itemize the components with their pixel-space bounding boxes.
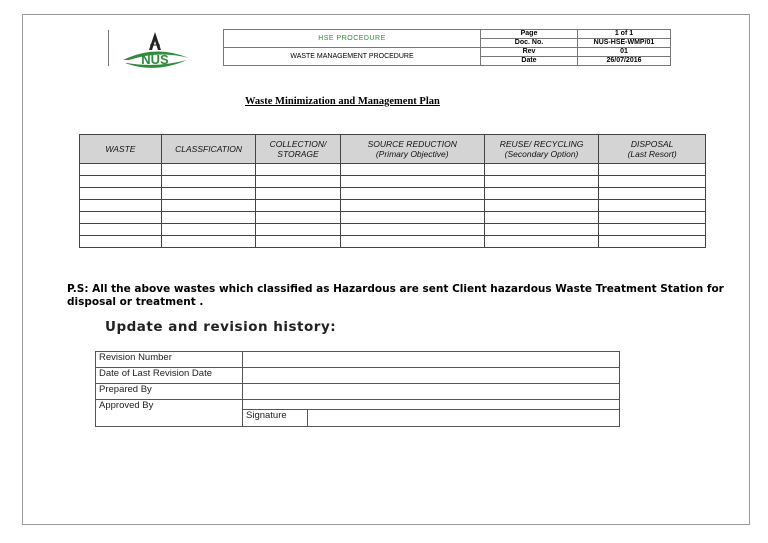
table-cell <box>80 188 162 200</box>
meta-label-docno: Doc. No. <box>481 39 578 48</box>
revision-date-label: Date of Last Revision Date <box>96 368 243 384</box>
prepared-by-value <box>243 384 620 400</box>
waste-plan-table <box>79 134 706 248</box>
table-cell <box>340 224 484 236</box>
col-header-collection: COLLECTION/ STORAGE <box>256 135 340 164</box>
col-header-reuse: REUSE/ RECYCLING (Secondary Option) <box>484 135 599 164</box>
revision-table <box>95 351 620 427</box>
meta-value-page: 1 of 1 <box>578 30 671 39</box>
table-row <box>96 352 620 368</box>
table-cell <box>80 164 162 176</box>
document-header-table <box>108 29 671 66</box>
revision-number-value <box>243 352 620 368</box>
table-cell <box>599 224 706 236</box>
signature-value <box>308 410 620 427</box>
logo-text: NUS <box>141 52 169 67</box>
table-cell <box>256 200 340 212</box>
table-cell <box>161 200 255 212</box>
table-cell <box>256 212 340 224</box>
col-header-source-reduction: SOURCE REDUCTION (Primary Objective) <box>340 135 484 164</box>
document-page <box>22 14 750 525</box>
table-cell <box>256 188 340 200</box>
table-cell <box>161 176 255 188</box>
table-cell <box>80 236 162 248</box>
table-cell <box>340 200 484 212</box>
table-cell <box>340 236 484 248</box>
hazardous-note: P.S: All the above wastes which classified as Hazardous are sent Client hazardous Waste Treatment Station for disposal or treatment . <box>67 283 724 308</box>
table-cell <box>256 224 340 236</box>
meta-label-rev: Rev <box>481 48 578 57</box>
table-cell <box>80 212 162 224</box>
procedure-name: WASTE MANAGEMENT PROCEDURE <box>224 48 481 66</box>
table-cell <box>484 176 599 188</box>
table-row <box>80 200 706 212</box>
table-cell <box>599 212 706 224</box>
table-cell <box>484 188 599 200</box>
table-cell <box>340 164 484 176</box>
col-header-waste: WASTE <box>80 135 162 164</box>
approved-by-value <box>243 400 620 410</box>
meta-label-page: Page <box>481 30 578 39</box>
approved-by-label: Approved By <box>96 400 243 427</box>
table-cell <box>161 236 255 248</box>
table-cell <box>256 176 340 188</box>
table-cell <box>484 224 599 236</box>
table-row <box>96 400 620 410</box>
table-cell <box>484 212 599 224</box>
table-cell <box>599 236 706 248</box>
plan-header-row <box>80 135 706 164</box>
revision-date-value <box>243 368 620 384</box>
logo-cell <box>109 30 224 66</box>
table-row <box>80 164 706 176</box>
table-row <box>96 384 620 400</box>
meta-value-rev: 01 <box>578 48 671 57</box>
table-cell <box>161 164 255 176</box>
col-header-classification: CLASSFICATION <box>161 135 255 164</box>
table-cell <box>256 236 340 248</box>
table-cell <box>484 164 599 176</box>
table-cell <box>340 212 484 224</box>
meta-label-date: Date <box>481 57 578 66</box>
table-row <box>80 224 706 236</box>
table-cell <box>484 200 599 212</box>
table-row <box>80 212 706 224</box>
table-row <box>96 368 620 384</box>
table-cell <box>599 164 706 176</box>
table-cell <box>161 224 255 236</box>
table-row <box>80 188 706 200</box>
table-cell <box>161 212 255 224</box>
table-cell <box>484 236 599 248</box>
table-cell <box>599 176 706 188</box>
table-cell <box>80 224 162 236</box>
table-cell <box>599 200 706 212</box>
table-row <box>80 176 706 188</box>
table-cell <box>256 164 340 176</box>
table-cell <box>161 188 255 200</box>
table-cell <box>80 200 162 212</box>
plan-title: Waste Minimization and Management Plan <box>245 96 440 107</box>
col-header-disposal: DISPOSAL (Last Resort) <box>599 135 706 164</box>
prepared-by-label: Prepared By <box>96 384 243 400</box>
table-cell <box>340 188 484 200</box>
signature-label: Signature <box>243 410 308 427</box>
revision-number-label: Revision Number <box>96 352 243 368</box>
procedure-label: HSE PROCEDURE <box>224 30 481 48</box>
table-cell <box>80 176 162 188</box>
table-row <box>80 236 706 248</box>
meta-value-docno: NUS-HSE-WMP/01 <box>578 39 671 48</box>
meta-value-date: 26/07/2016 <box>578 57 671 66</box>
revision-heading: Update and revision history: <box>105 319 337 335</box>
table-cell <box>599 188 706 200</box>
table-cell <box>340 176 484 188</box>
